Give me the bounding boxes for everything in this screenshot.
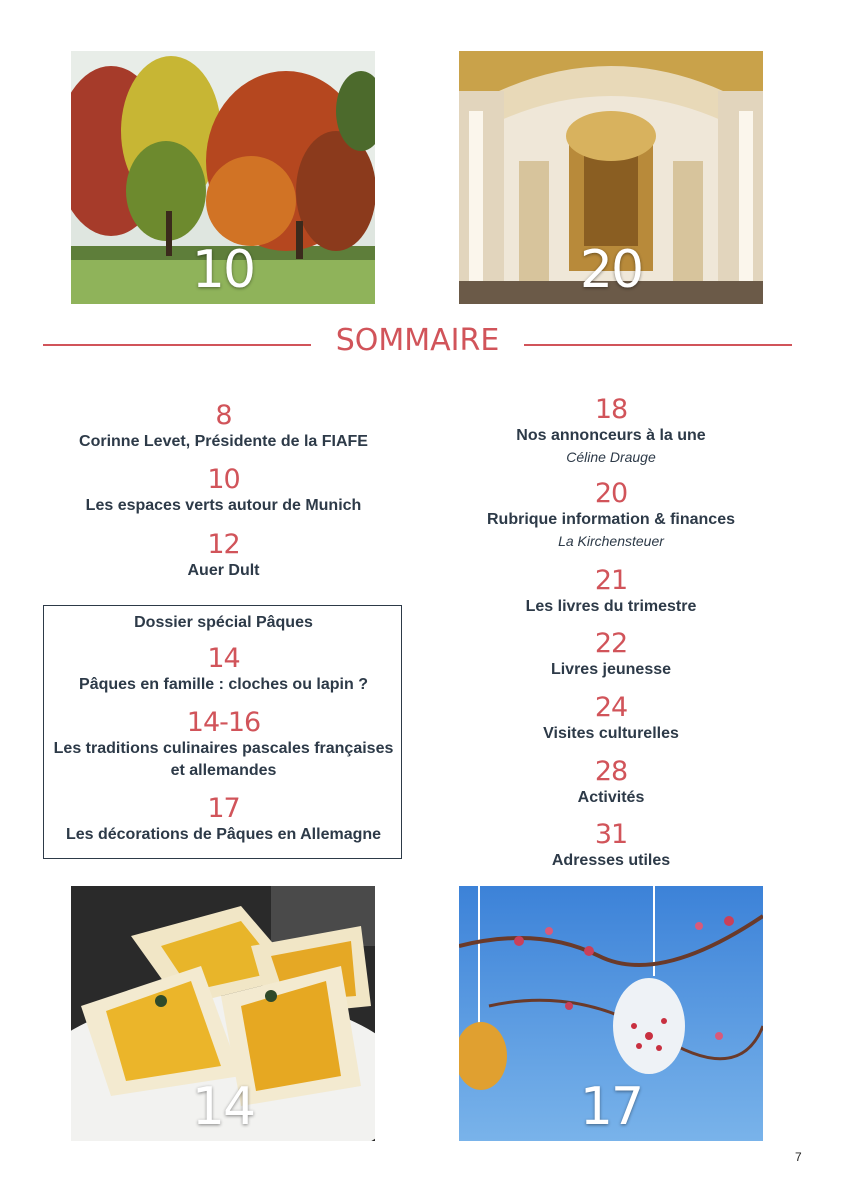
page-title: SOMMAIRE [335,323,500,358]
toc-page-number: 21 [594,565,628,596]
toc-entry-label: Les livres du trimestre [525,598,697,615]
toc-entry-label: Livres jeunesse [550,661,672,678]
title-rule-left [43,344,311,346]
toc-entry-label: Les espaces verts autour de Munich [85,497,362,514]
photo-church [459,51,763,304]
photo-page-number: 14 [191,1077,255,1137]
toc-entry[interactable] [43,644,404,696]
toc-page-number: 31 [594,819,628,850]
dossier-heading [43,612,404,634]
toc-entry[interactable] [458,395,764,467]
toc-entry[interactable] [43,794,404,846]
toc-entry-label: Pâques en famille : cloches ou lapin ? [79,676,368,693]
toc-entry-label-cont: et allemandes [170,762,277,779]
toc-entry[interactable] [458,629,764,681]
photo-sandwich [71,886,375,1141]
toc-entry[interactable] [43,530,404,582]
toc-entry[interactable] [458,566,764,618]
photo-page-number: 10 [191,240,255,300]
toc-entry[interactable] [458,820,764,872]
toc-entry-label: Adresses utiles [551,852,671,869]
toc-entry-author: La Kirchensteuer [558,533,664,549]
toc-page-number: 18 [594,394,628,425]
toc-page-number: 12 [207,529,240,560]
toc-entry[interactable] [458,693,764,745]
photo-page-number: 20 [579,240,643,300]
toc-page-number: 22 [594,628,628,659]
toc-page-number: 14 [207,643,240,674]
toc-page-number: 28 [594,756,628,787]
toc-entry-label: Rubrique information & finances [486,511,735,528]
page-number: 7 [795,1150,802,1164]
toc-entry-label: Les traditions culinaires pascales françaises [53,740,394,757]
toc-entry-label: Nos annonceurs à la une [516,427,706,444]
toc-page-number: 10 [207,464,240,495]
toc-page-number: 8 [215,400,232,431]
toc-entry-label: Auer Dult [187,562,260,579]
toc-entry[interactable] [458,479,764,551]
toc-entry-label: Visites culturelles [543,725,679,742]
toc-entry[interactable] [43,401,404,453]
photo-egg [459,886,763,1141]
toc-entry[interactable] [43,708,404,782]
dossier-heading-text: Dossier spécial Pâques [134,614,313,631]
photo-page-number: 17 [579,1077,643,1137]
toc-entry[interactable] [458,757,764,809]
toc-page-number: 17 [207,793,240,824]
toc-page-number: 20 [594,478,628,509]
photo-park [71,51,375,304]
toc-entry-label: Corinne Levet, Présidente de la FIAFE [79,433,368,450]
toc-entry-label: Activités [577,789,645,806]
toc-page-number: 24 [594,692,628,723]
toc-page-number: 14-16 [186,707,261,738]
toc-entry[interactable] [43,465,404,517]
title-rule-right [524,344,792,346]
toc-entry-author: Céline Drauge [566,449,656,465]
toc-entry-label: Les décorations de Pâques en Allemagne [65,826,382,843]
